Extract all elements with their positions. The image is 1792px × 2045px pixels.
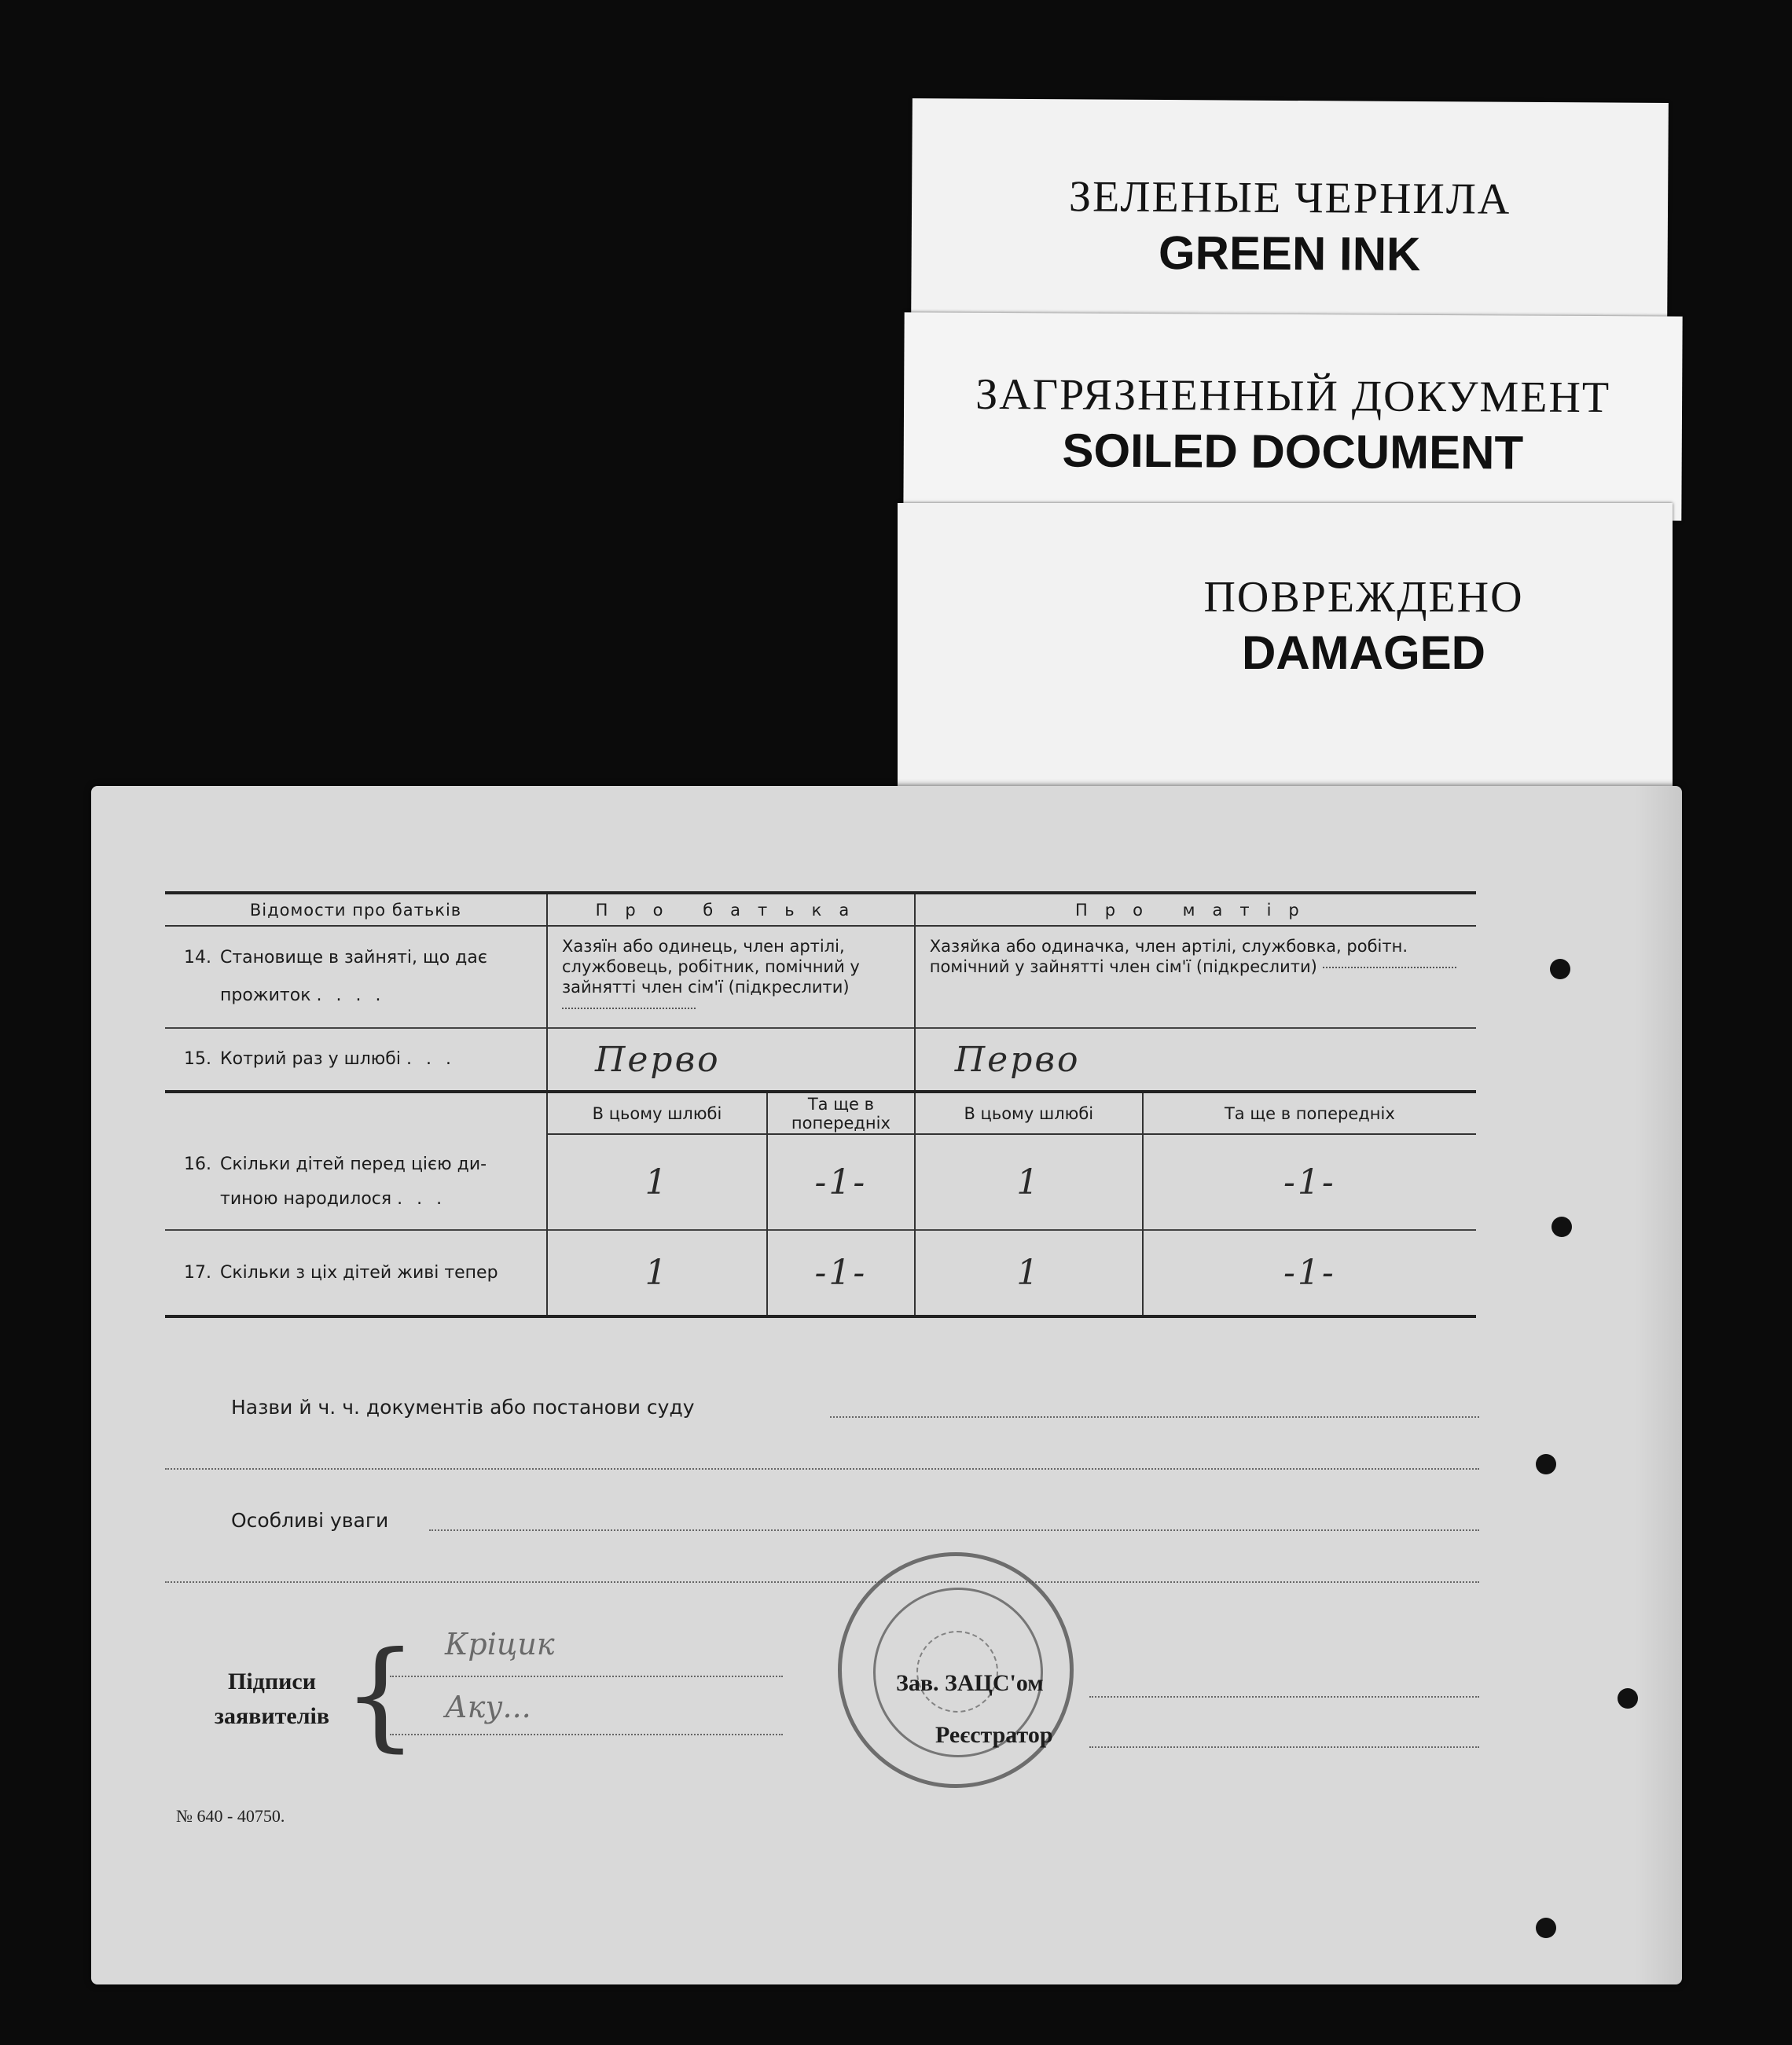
parents-info-table: [165, 891, 1476, 1318]
head-of-registry-label: Зав. ЗАЦС'ом: [896, 1670, 1044, 1696]
subheader-mother-previous: Та ще в попередніх: [1143, 1092, 1476, 1134]
row15-label-text: Котрий раз у шлюбі: [220, 1049, 401, 1069]
row15-father-cell: [547, 1028, 915, 1092]
row17-mother-prev-value: -1-: [1283, 1253, 1336, 1293]
row16-mother-prev-cell: [1143, 1134, 1476, 1230]
applicant-signature-line-2: [390, 1734, 783, 1735]
row17-label-text: Скільки з ціх дітей живі тепер: [220, 1262, 498, 1283]
header-about-mother: Про матір: [915, 893, 1476, 926]
soiled-document-label-card: [903, 312, 1682, 520]
green-ink-label-ru: ЗЕЛЕНЫЕ ЧЕРНИЛА: [1068, 172, 1511, 224]
row17-number: 17.: [184, 1262, 211, 1283]
row17-mother-prev-cell: [1143, 1230, 1476, 1316]
subheader-spacer: [165, 1092, 547, 1134]
signatures-brace: {: [343, 1627, 418, 1764]
documents-field-label: Назви й ч. ч. документів або постанови суду: [231, 1396, 695, 1419]
signatures-label-line2: заявителів: [214, 1703, 330, 1729]
subheader-father-previous: Та ще в попередніх: [767, 1092, 915, 1134]
binding-hole: [1551, 1217, 1572, 1237]
applicant-signature-1: Кріцик: [445, 1627, 555, 1661]
row16-father-prev-value: -1-: [814, 1162, 868, 1202]
binding-hole: [1618, 1688, 1638, 1709]
applicant-signature-2: Аку...: [445, 1690, 531, 1724]
binding-hole: [1536, 1454, 1556, 1474]
row17-mother-this-value: 1: [1016, 1253, 1041, 1293]
row17-mother-this-cell: [915, 1230, 1143, 1316]
subheader-father-this: В цьому шлюбі: [547, 1092, 767, 1134]
registrar-label: Реєстратор: [935, 1722, 1053, 1748]
row16-mother-this-value: 1: [1016, 1162, 1041, 1202]
row17-father-this-value: 1: [644, 1253, 670, 1293]
row15-number: 15.: [184, 1049, 211, 1069]
remarks-field-line: [429, 1529, 1479, 1531]
row16-mother-this-cell: [915, 1134, 1143, 1230]
applicant-signature-line-1: [390, 1676, 783, 1677]
damaged-label-ru: ПОВРЕЖДЕНО: [1203, 573, 1524, 622]
row14-label-line1: Становище в зайняті, що дає: [220, 948, 487, 967]
row17-father-prev-value: -1-: [814, 1253, 868, 1293]
row14-number: 14.: [184, 948, 211, 967]
mother-occupation-options: Хазяйка або одиначка, член артілі, службовка, робітн. помічний у зайнятті член сім'ї (підкреслити): [929, 937, 1408, 976]
row16-label: 16. Скільки дітей перед цією ди- тиною народилося ...: [165, 1134, 547, 1230]
subheader-mother-this: В цьому шлюбі: [915, 1092, 1143, 1134]
signatures-label-line1: Підписи: [227, 1669, 317, 1694]
header-about-father: Про батька: [547, 893, 915, 926]
soiled-label-ru: ЗАГРЯЗНЕННЫЙ ДОКУМЕНТ: [975, 369, 1611, 423]
soiled-label-en: SOILED DOCUMENT: [1062, 424, 1524, 479]
row14-label: 14. Становище в зайняті, що дає прожиток ....: [165, 926, 547, 1028]
row15-label: 15. Котрий раз у шлюбі ...: [165, 1028, 547, 1092]
row17-father-this-cell: [547, 1230, 767, 1316]
row14-father-options: [547, 926, 915, 1028]
header-parents-info: Відомости про батьків: [165, 893, 547, 926]
form-serial-number: № 640 - 40750.: [176, 1806, 285, 1826]
row14-mother-options: [915, 926, 1476, 1028]
remarks-field-line-2: [165, 1581, 1479, 1583]
applicants-signatures-label: [209, 1665, 335, 1734]
row14-label-line2: прожиток: [220, 986, 311, 1005]
row16-number: 16.: [184, 1154, 211, 1174]
binding-hole: [1536, 1918, 1556, 1938]
green-ink-label-card: [911, 98, 1669, 331]
damaged-label-en: DAMAGED: [1242, 626, 1485, 679]
documents-field-line: [830, 1416, 1479, 1418]
row16-father-prev-cell: [767, 1134, 915, 1230]
head-signature-line: [1089, 1696, 1479, 1698]
row16-father-this-cell: [547, 1134, 767, 1230]
row17-label: [165, 1230, 547, 1316]
row16-father-this-value: 1: [644, 1162, 670, 1202]
damaged-label-card: [898, 503, 1673, 794]
registry-form-page: [91, 786, 1682, 1984]
binding-hole: [1550, 959, 1570, 979]
father-occupation-options: Хазяїн або одинець, член артілі, службовець, робітник, помічний у зайнятті член сім'ї (підкреслити): [562, 937, 860, 997]
row16-label-line1: Скільки дітей перед цією ди-: [220, 1154, 487, 1174]
row16-label-line2: тиною народилося: [220, 1188, 392, 1209]
row17-father-prev-cell: [767, 1230, 915, 1316]
remarks-field-label: Особливі уваги: [231, 1509, 389, 1532]
row15-mother-handwriting: Перво: [954, 1039, 1081, 1080]
row15-mother-cell: [915, 1028, 1476, 1092]
green-ink-label-en: GREEN INK: [1158, 226, 1421, 281]
row16-mother-prev-value: -1-: [1283, 1162, 1336, 1202]
row15-father-handwriting: Перво: [595, 1039, 721, 1080]
registrar-signature-line: [1089, 1746, 1479, 1748]
documents-field-line-2: [165, 1468, 1479, 1470]
